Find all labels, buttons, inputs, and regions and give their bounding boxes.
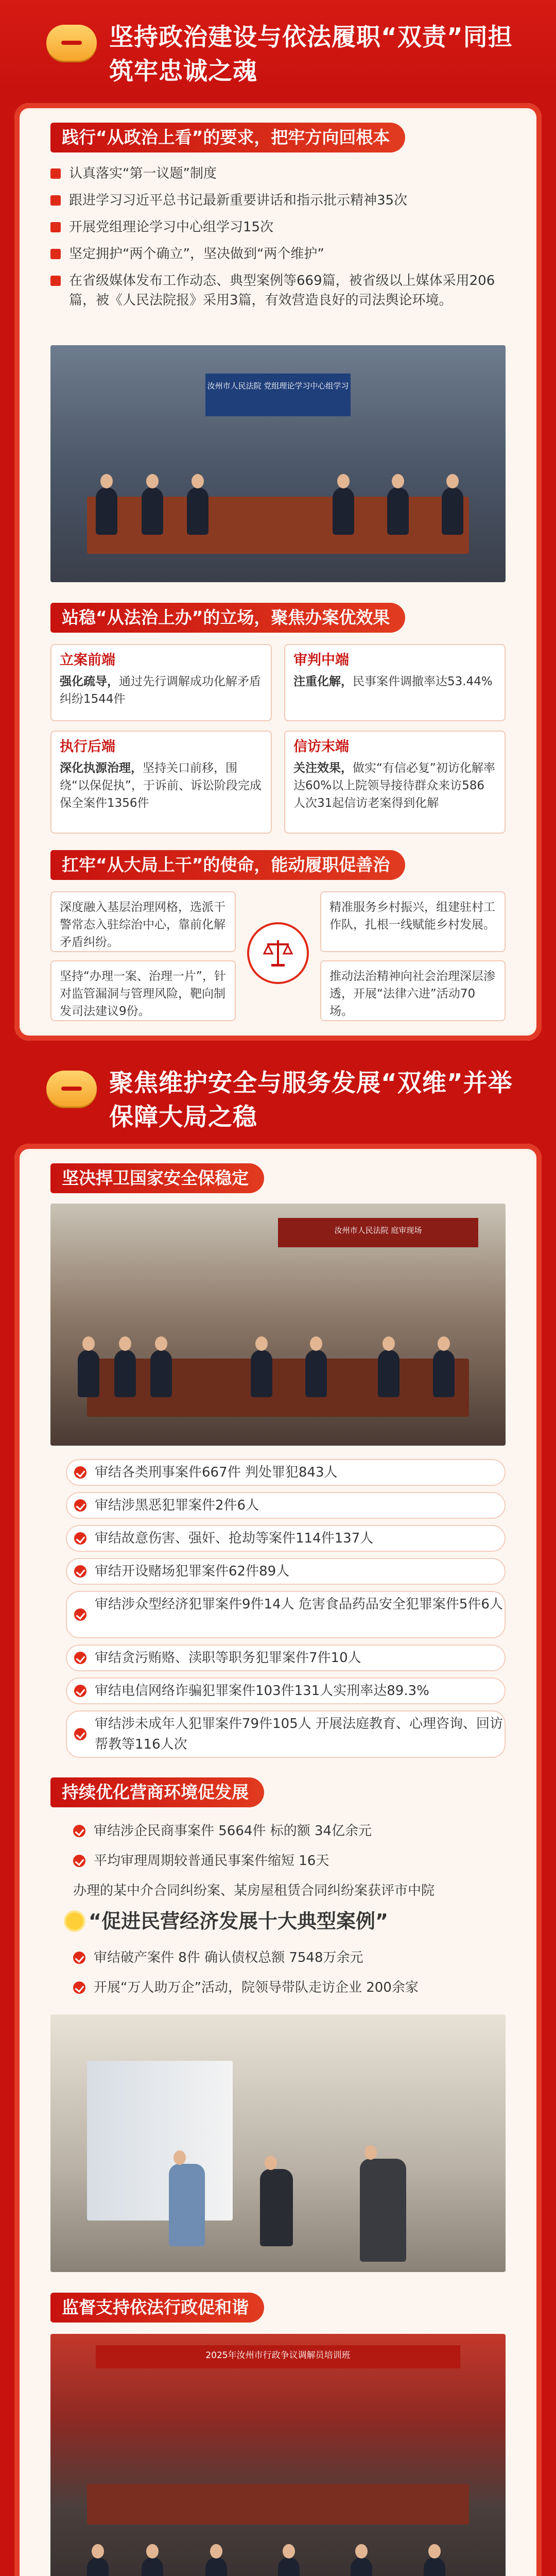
check-circle-icon — [74, 1565, 86, 1578]
photo-banner-text: 汝州市人民法院 庭审现场 — [278, 1218, 478, 1247]
box-title: 立案前端 — [60, 652, 115, 668]
box-content: 强化疏导，通过先行调解成功化解矛盾纠纷1544件 — [60, 675, 261, 706]
bullet-square-icon — [50, 195, 61, 206]
section1-card — [14, 103, 542, 1041]
bullet-square-icon — [50, 222, 61, 232]
check-circle-icon — [73, 1825, 85, 1837]
section1-sub3-heading: 扛牢“从大局上干”的使命，能动履职促善治 — [50, 850, 405, 880]
photo-person — [387, 487, 409, 535]
meeting-photo — [50, 345, 506, 582]
stat-strip: 审结电信网络诈骗犯罪案件103件131人实刑率达89.3% — [66, 1677, 506, 1704]
photo-person — [205, 2557, 227, 2576]
box-title: 审判中端 — [293, 652, 349, 668]
bullet-item: 在省级媒体发布工作动态、典型案例等669篇，被省级以上媒体采用206篇，被《人民法院报》采用3篇，有效营造良好的司法舆论环境。 — [50, 271, 506, 310]
stat-strip: 审结贪污贿赂、渎职等职务犯罪案件7件10人 — [66, 1645, 506, 1671]
check-circle-icon — [74, 1466, 86, 1479]
section2-title-line1: 聚焦维护安全与服务发展“双维”并举 — [109, 1069, 513, 1097]
stat-strip: 审结涉未成年人犯罪案件79件105人 开展法庭教育、心理咨询、回访帮教等116人次 — [66, 1710, 506, 1758]
photo-person — [78, 1350, 99, 1397]
section1-title-line2: 筑牢忠诚之魂 — [109, 57, 257, 86]
typical-case-quote: “促进民营经济发展十大典型案例” — [66, 1908, 506, 1934]
photo-person — [142, 487, 163, 535]
section1-header — [46, 21, 535, 89]
photo-person — [150, 1350, 172, 1397]
check-circle-icon — [74, 1608, 86, 1621]
photo-person — [87, 2557, 109, 2576]
box-filing-front — [50, 644, 272, 721]
governance-box: 深度融入基层治理网格，选派干警常态入驻综治中心，靠前化解矛盾纠纷。 — [50, 891, 236, 952]
photo-person — [305, 1350, 327, 1397]
photo-person — [278, 2557, 300, 2576]
stat-strip: 审结涉黑恶犯罪案件2件6人 — [66, 1492, 506, 1519]
lightbulb-icon — [66, 1912, 83, 1930]
section2-card — [14, 1144, 542, 2576]
photo-person — [260, 2169, 293, 2246]
section2-number-icon — [46, 1071, 97, 1107]
business-line: 审结破产案件 8件 确认债权总额 7548万余元 — [66, 1945, 506, 1972]
enterprise-visit-photo — [50, 2014, 506, 2272]
governance-box: 推动法治精神向社会治理深层渗透，开展“法律六进”活动70场。 — [320, 960, 506, 1021]
stat-strip: 审结开设赌场犯罪案件62件89人 — [66, 1558, 506, 1585]
box-trial-middle — [284, 644, 506, 721]
business-line: 审结涉企民商事案件 5664件 标的额 34亿余元 — [66, 1819, 506, 1845]
box-title: 执行后端 — [60, 739, 115, 755]
check-circle-icon — [74, 1728, 86, 1740]
bullet-item: 坚定拥护“两个确立”，坚决做到“两个维护” — [50, 244, 506, 264]
stat-strip: 审结故意伤害、强奸、抢劫等案件114件137人 — [66, 1525, 506, 1552]
section1-sub2-heading: 站稳“从法治上办”的立场，聚焦办案优效果 — [50, 603, 405, 633]
photo-table — [87, 2484, 470, 2524]
business-line: 平均审理周期较普通民事案件缩短 16天 — [66, 1849, 506, 1875]
photo-person — [96, 487, 117, 535]
section2-title — [109, 1066, 513, 1134]
check-circle-icon — [74, 1499, 86, 1512]
section2-sub1-heading: 坚决捍卫国家安全保稳定 — [50, 1163, 264, 1193]
courtroom-photo — [50, 1204, 506, 1446]
bullet-square-icon — [50, 249, 61, 259]
training-photo — [50, 2334, 506, 2576]
photo-banner-text: 2025年汝州市行政争议调解员培训班 — [96, 2345, 460, 2368]
photo-person — [142, 2557, 163, 2576]
section2-title-line2: 保障大局之稳 — [109, 1103, 257, 1131]
section1-sub1-heading: 践行“从政治上看”的要求，把牢方向回根本 — [50, 123, 405, 152]
photo-banner-text: 汝州市人民法院 党组理论学习中心组学习 — [205, 374, 351, 416]
bullet-square-icon — [50, 168, 61, 179]
photo-person — [351, 2557, 372, 2576]
photo-person — [378, 1350, 399, 1397]
justice-scale-icon — [247, 922, 309, 984]
photo-person — [187, 487, 208, 535]
photo-person — [424, 2557, 445, 2576]
bullet-item: 开展党组理论学习中心组学习15次 — [50, 217, 506, 237]
photo-shelf — [87, 2061, 233, 2221]
stat-strip: 审结各类刑事案件667件 判处罪犯843人 — [66, 1459, 506, 1486]
box-execution-back — [50, 731, 272, 834]
bullet-item: 认真落实“第一议题”制度 — [50, 164, 506, 183]
section2-sub3-heading: 监督支持依法行政促和谐 — [50, 2293, 264, 2323]
check-circle-icon — [74, 1652, 86, 1664]
photo-person — [333, 487, 354, 535]
photo-person — [251, 1350, 272, 1397]
section2-header — [46, 1066, 535, 1134]
box-content: 深化执源治理，坚持关口前移，围绕“以保促执”，于诉前、诉讼阶段完成保全案件1356件 — [60, 761, 262, 810]
governance-box: 坚持“办理一案、治理一片”，针对监管漏洞与管理风险，靶向制发司法建议9份。 — [50, 960, 236, 1021]
photo-person — [169, 2164, 205, 2246]
governance-box: 精准服务乡村振兴，组建驻村工作队，扎根一线赋能乡村发展。 — [320, 891, 506, 952]
business-line: 办理的某中介合同纠纷案、某房屋租赁合同纠纷案获评市中院 — [73, 1883, 435, 1899]
photo-person — [114, 1350, 136, 1397]
check-circle-icon — [73, 1981, 85, 1994]
photo-person — [442, 487, 463, 535]
section1-number-icon — [46, 25, 97, 61]
bullet-square-icon — [50, 276, 61, 286]
check-circle-icon — [74, 1532, 86, 1545]
photo-table — [87, 1359, 470, 1417]
business-line: 开展“万人助万企”活动，院领导带队走访企业 200余家 — [66, 1975, 506, 2002]
check-circle-icon — [74, 1685, 86, 1697]
section1-title-line1: 坚持政治建设与依法履职“双责”同担 — [109, 23, 513, 52]
check-circle-icon — [73, 1855, 85, 1867]
bullet-item: 跟进学习习近平总书记最新重要讲话和指示批示精神35次 — [50, 191, 506, 210]
box-content: 注重化解，民事案件调撤率达53.44% — [293, 675, 493, 688]
photo-person — [433, 1350, 455, 1397]
stat-strip: 审结涉众型经济犯罪案件9件14人 危害食品药品安全犯罪案件5件6人 — [66, 1591, 506, 1638]
box-title: 信访末端 — [293, 739, 349, 755]
box-content: 关注效果，做实“有信必复”初访化解率达60%以上院领导接待群众来访586人次31起信访老案得到化解 — [293, 761, 495, 810]
box-petition-end — [284, 731, 506, 834]
check-circle-icon — [73, 1952, 85, 1964]
photo-person — [360, 2159, 406, 2262]
section1-title — [109, 21, 513, 89]
section2-sub2-heading: 持续优化营商环境促发展 — [50, 1777, 264, 1807]
